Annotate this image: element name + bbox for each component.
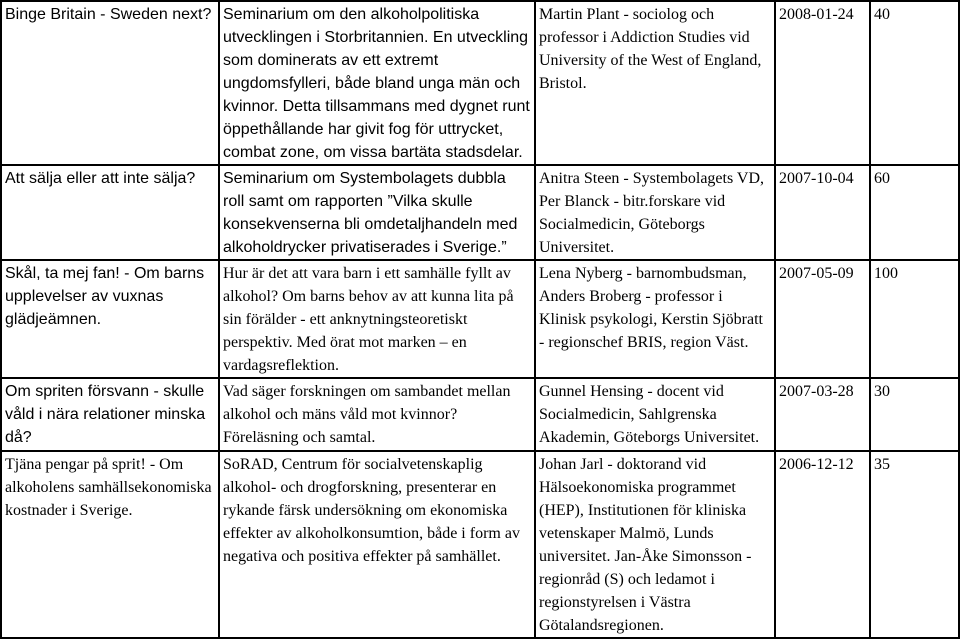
seminar-date: 2007-10-04 <box>775 165 870 260</box>
seminar-count: 30 <box>870 378 959 451</box>
seminar-speakers: Martin Plant - sociolog och professor i Addiction Studies vid University of the West of England, Bristol. <box>535 1 775 165</box>
seminar-title: Om spriten försvann - skulle våld i nära relationer minska då? <box>1 378 219 451</box>
table-row <box>1 378 959 451</box>
seminar-count: 35 <box>870 451 959 638</box>
seminar-title: Tjäna pengar på sprit! - Om alkoholens samhällsekonomiska kostnader i Sverige. <box>1 451 219 638</box>
table-row <box>1 451 959 638</box>
table-row <box>1 165 959 260</box>
seminar-speakers: Lena Nyberg - barnombudsman, Anders Broberg - professor i Klinisk psykologi, Kerstin Sjöbratt - regionschef BRIS, region Väst. <box>535 260 775 378</box>
seminar-description: Seminarium om Systembolagets dubbla roll samt om rapporten ”Vilka skulle konsekvenserna bli omdetaljhandeln med alkoholdrycker privatiserades i Sverige.” <box>219 165 535 260</box>
seminar-speakers: Anitra Steen - Systembolagets VD, Per Blanck - bitr.forskare vid Socialmedicin, Göteborgs Universitet. <box>535 165 775 260</box>
seminar-date: 2008-01-24 <box>775 1 870 165</box>
seminar-speakers: Johan Jarl - doktorand vid Hälsoekonomiska programmet (HEP), Institutionen för kliniska vetenskaper Malmö, Lunds universitet. Jan-Åke Simonsson - regionråd (S) och ledamot i regionstyrelsen i Västra Götalandsregionen. <box>535 451 775 638</box>
seminar-description: SoRAD, Centrum för socialvetenskaplig alkohol- och drogforskning, presenterar en rykande färsk undersökning om ekonomiska effekter av alkoholkonsumtion, både i form av negativa och positiva effekter på samhället. <box>219 451 535 638</box>
seminar-date: 2006-12-12 <box>775 451 870 638</box>
seminar-title: Skål, ta mej fan! - Om barns upplevelser av vuxnas glädjeämnen. <box>1 260 219 378</box>
seminar-count: 100 <box>870 260 959 378</box>
seminar-count: 60 <box>870 165 959 260</box>
seminar-speakers: Gunnel Hensing - docent vid Socialmedicin, Sahlgrenska Akademin, Göteborgs Universitet. <box>535 378 775 451</box>
seminar-date: 2007-03-28 <box>775 378 870 451</box>
seminar-title: Att sälja eller att inte sälja? <box>1 165 219 260</box>
seminar-description: Vad säger forskningen om sambandet mellan alkohol och mäns våld mot kvinnor? Föreläsning och samtal. <box>219 378 535 451</box>
seminar-date: 2007-05-09 <box>775 260 870 378</box>
seminar-description: Seminarium om den alkoholpolitiska utvecklingen i Storbritannien. En utveckling som dominerats av ett extremt ungdomsfylleri, både bland unga män och kvinnor. Detta tillsammans med dygnet runt öppethållande har givit fog för uttrycket, combat zone, om vissa bartäta stadsdelar. <box>219 1 535 165</box>
seminar-count: 40 <box>870 1 959 165</box>
table-row <box>1 1 959 165</box>
table-row <box>1 260 959 378</box>
seminar-title: Binge Britain - Sweden next? <box>1 1 219 165</box>
seminar-description: Hur är det att vara barn i ett samhälle fyllt av alkohol? Om barns behov av att kunna lita på sin förälder - ett anknytningsteoretiskt perspektiv. Med örat mot marken – en vardagsreflektion. <box>219 260 535 378</box>
